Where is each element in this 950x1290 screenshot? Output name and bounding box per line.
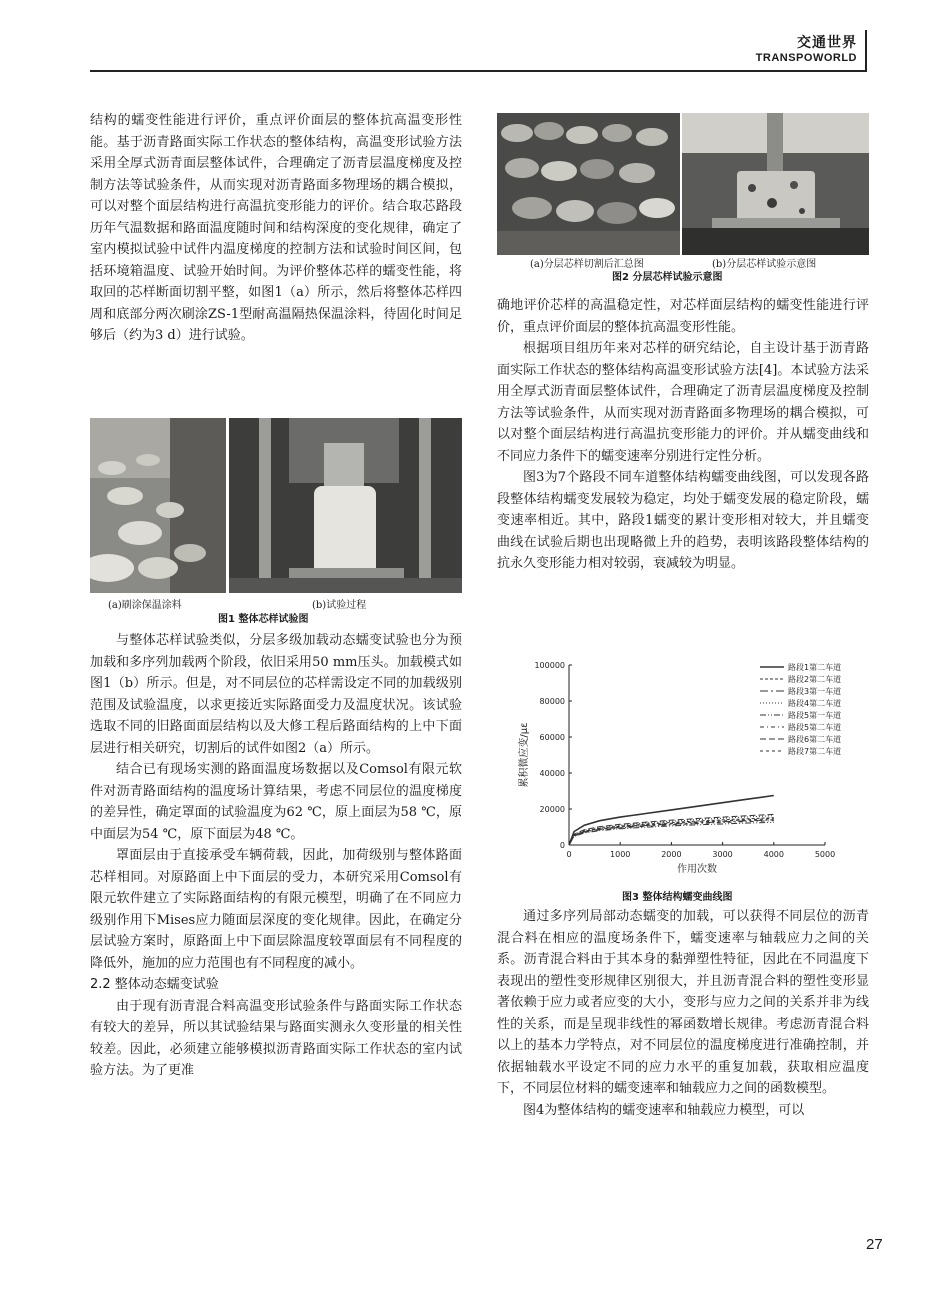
page-header [90,30,867,72]
x-tick-label: 1000 [610,850,631,859]
right-column-top [497,295,869,575]
series-line-8 [569,819,774,845]
y-tick-label: 0 [559,841,565,850]
header-vertical-bar [865,30,867,70]
series-line-6 [569,821,774,845]
legend-label: 路段3第一车道 [788,687,842,696]
header-rule [90,70,867,72]
left-paragraph-3: 结合已有现场实测的路面温度场数据以及Comsol有限元软件对沥青路面结构的温度场计算结果，考虑不同层位的温度梯度的差异性，确定罩面的试验温度为62 ℃，原上面层为58 ℃，原中面层为54 ℃，原下面层为48 ℃。 [90,762,462,842]
right-paragraph-2: 根据项目组历年来对芯样的研究结论，自主设计基于沥青路面实际工作状态的整体结构高温变形试验方法[4]。本试验方法采用全厚式沥青面层整体试件，合理确定了沥青层温度梯度及控制方法等试验条件，从而实现对沥青路面多物理场的耦合模拟，可以对整个面层结构进行高温抗变形能力的评价。并从蠕变曲线和不同应力条件下的蠕变速率分别进行定性分析。 [497,341,869,464]
x-tick-label: 0 [566,850,572,859]
figure-1b-subcaption: (b)试验过程 [312,600,367,611]
right-paragraph-1: 确地评价芯样的高温稳定性，对芯样面层结构的蠕变性能进行评价，重点评价面层的整体抗高温变形性能。 [497,298,869,335]
legend-label: 路段7第二车道 [788,747,842,756]
y-tick-label: 80000 [539,697,565,706]
figure-2-caption: 图2 分层芯样试验示意图 [612,272,723,283]
journal-title-en: TRANSPOWORLD [755,52,857,64]
left-column-bottom [90,630,462,1082]
left-paragraph-5: 由于现有沥青混合料高温变形试验条件与路面实际工作状态有较大的差异，所以其试验结果与路面实测永久变形量的相关性较差。因此，必须建立能够模拟沥青路面实际工作状态的室内试验方法。为了更准 [90,998,462,1078]
legend-label: 路段5第一车道 [788,711,842,720]
figure-1-caption: 图1 整体芯样试验图 [218,614,309,625]
legend-label: 路段1第二车道 [788,663,842,672]
figure-3-caption: 图3 整体结构蠕变曲线图 [622,892,733,903]
creep-curve-chart [497,655,869,887]
left-paragraph-4: 罩面层由于直接承受车辆荷载，因此，加荷级别与整体路面芯样相同。对原路面上中下面层的受力，本研究采用Comsol有限元软件建立了实际路面结构的有限元模型，明确了在不同应力级别作用下Mises应力随面层深度的变化规律。因此，在确定分层试验方案时，原路面上中下面层除温度较罩面层有不同程度的降低外，施加的应力范围也有不同程度的减小。 [90,848,462,971]
right-column-bottom [497,906,869,1121]
right-paragraph-4: 通过多序列局部动态蠕变的加载，可以获得不同层位的沥青混合料在相应的温度场条件下，蠕变速率与轴载应力之间的关系。沥青混合料由于其本身的黏弹塑性特征，因此在不同温度下表现出的塑性变形规律区别很大，并且沥青混合料的塑性变形显著依赖于应力或者应变的大小，变形与应力之间的关系并非为线性的关系，而是呈现非线性的幂函数增长规律。考虑沥青混合料以上的基本力学特点，对不同层位的温度梯度进行准确控制，并依据轴载水平设定不同的应力水平的重复加载，获取相应温度下，不同层位材料的蠕变速率和轴载应力之间的函数模型。 [497,909,869,1096]
left-paragraph-2: 与整体芯样试验类似，分层多级加载动态蠕变试验也分为预加载和多序列加载两个阶段，依旧采用50 mm压头。加载模式如图1（b）所示。但是，对不同层位的芯样需设定不同的加载级别范围及试验温度，以求更接近实际路面受力及温度状况。该试验选取不同的旧路面面层结构以及大修工程后路面结构的上中下面层进行相关研究，切割后的试件如图2（a）所示。 [90,633,462,756]
figure-1b-photo [229,418,462,593]
x-axis-label: 作用次数 [677,864,717,875]
x-tick-label: 5000 [814,850,836,859]
x-tick-label: 2000 [661,850,682,859]
figure-2b-subcaption: (b)分层芯样试验示意图 [712,259,817,270]
figure-2a-photo [497,113,680,255]
figure-1a-subcaption: (a)刷涂保温涂料 [108,600,182,611]
legend-label: 路段6第二车道 [788,735,842,744]
legend-label: 路段5第二车道 [788,723,842,732]
y-tick-label: 100000 [534,661,565,670]
y-tick-label: 20000 [539,805,565,814]
series-line-2 [569,818,774,845]
y-tick-label: 40000 [539,769,565,778]
legend-label: 路段2第二车道 [788,675,842,684]
left-column-top [90,110,462,347]
y-axis-label: 累积微应变/με [519,722,530,788]
section-heading-2-2: 2.2 整体动态蠕变试验 [90,977,219,992]
figure-2a-subcaption: (a)分层芯样切割后汇总图 [530,259,644,270]
x-tick-label: 3000 [712,850,733,859]
right-paragraph-3: 图3为7个路段不同车道整体结构蠕变曲线图，可以发现各路段整体结构蠕变发展较为稳定，均处于蠕变发展的稳定阶段，蠕变速率相近。其中，路段1蠕变的累计变形相对较大，并且蠕变曲线在试验后期也出现略微上升的趋势，表明该路段整体结构的抗永久变形能力相对较弱，衰减较为明显。 [497,470,869,571]
right-paragraph-5: 图4为整体结构的蠕变速率和轴载应力模型，可以 [523,1102,805,1118]
legend-label: 路段4第二车道 [788,699,842,708]
y-tick-label: 60000 [539,733,565,742]
x-tick-label: 4000 [763,850,784,859]
journal-title-cn: 交通世界 [797,35,857,51]
figure-1a-photo [90,418,226,593]
left-paragraph-1: 结构的蠕变性能进行评价，重点评价面层的整体抗高温变形性能。基于沥青路面实际工作状态的整体结构，高温变形试验方法采用全厚式沥青面层整体试件，合理确定了沥青层温度梯度及控制方法等试验条件，从而实现对沥青路面多物理场的耦合模拟，可以对整个面层结构进行高温抗变形能力的评价。结合取芯路段历年气温数据和路面温度随时间和结构深度的变化规律，确定了室内模拟试验中试件内温度梯度的控制方法和试验时间区间，包括环境箱温度、试验开始时间。为评价整体芯样的蠕变性能，将取回的芯样断面切割平整，如图1（a）所示，然后将整体芯样四周和底部分两次刷涂ZS-1型耐高温隔热保温涂料，待固化时间足够后（约为3 d）进行试验。 [90,113,462,343]
page-number: 27 [866,1236,883,1253]
series-line-5 [569,822,774,845]
figure-2b-photo [682,113,869,255]
